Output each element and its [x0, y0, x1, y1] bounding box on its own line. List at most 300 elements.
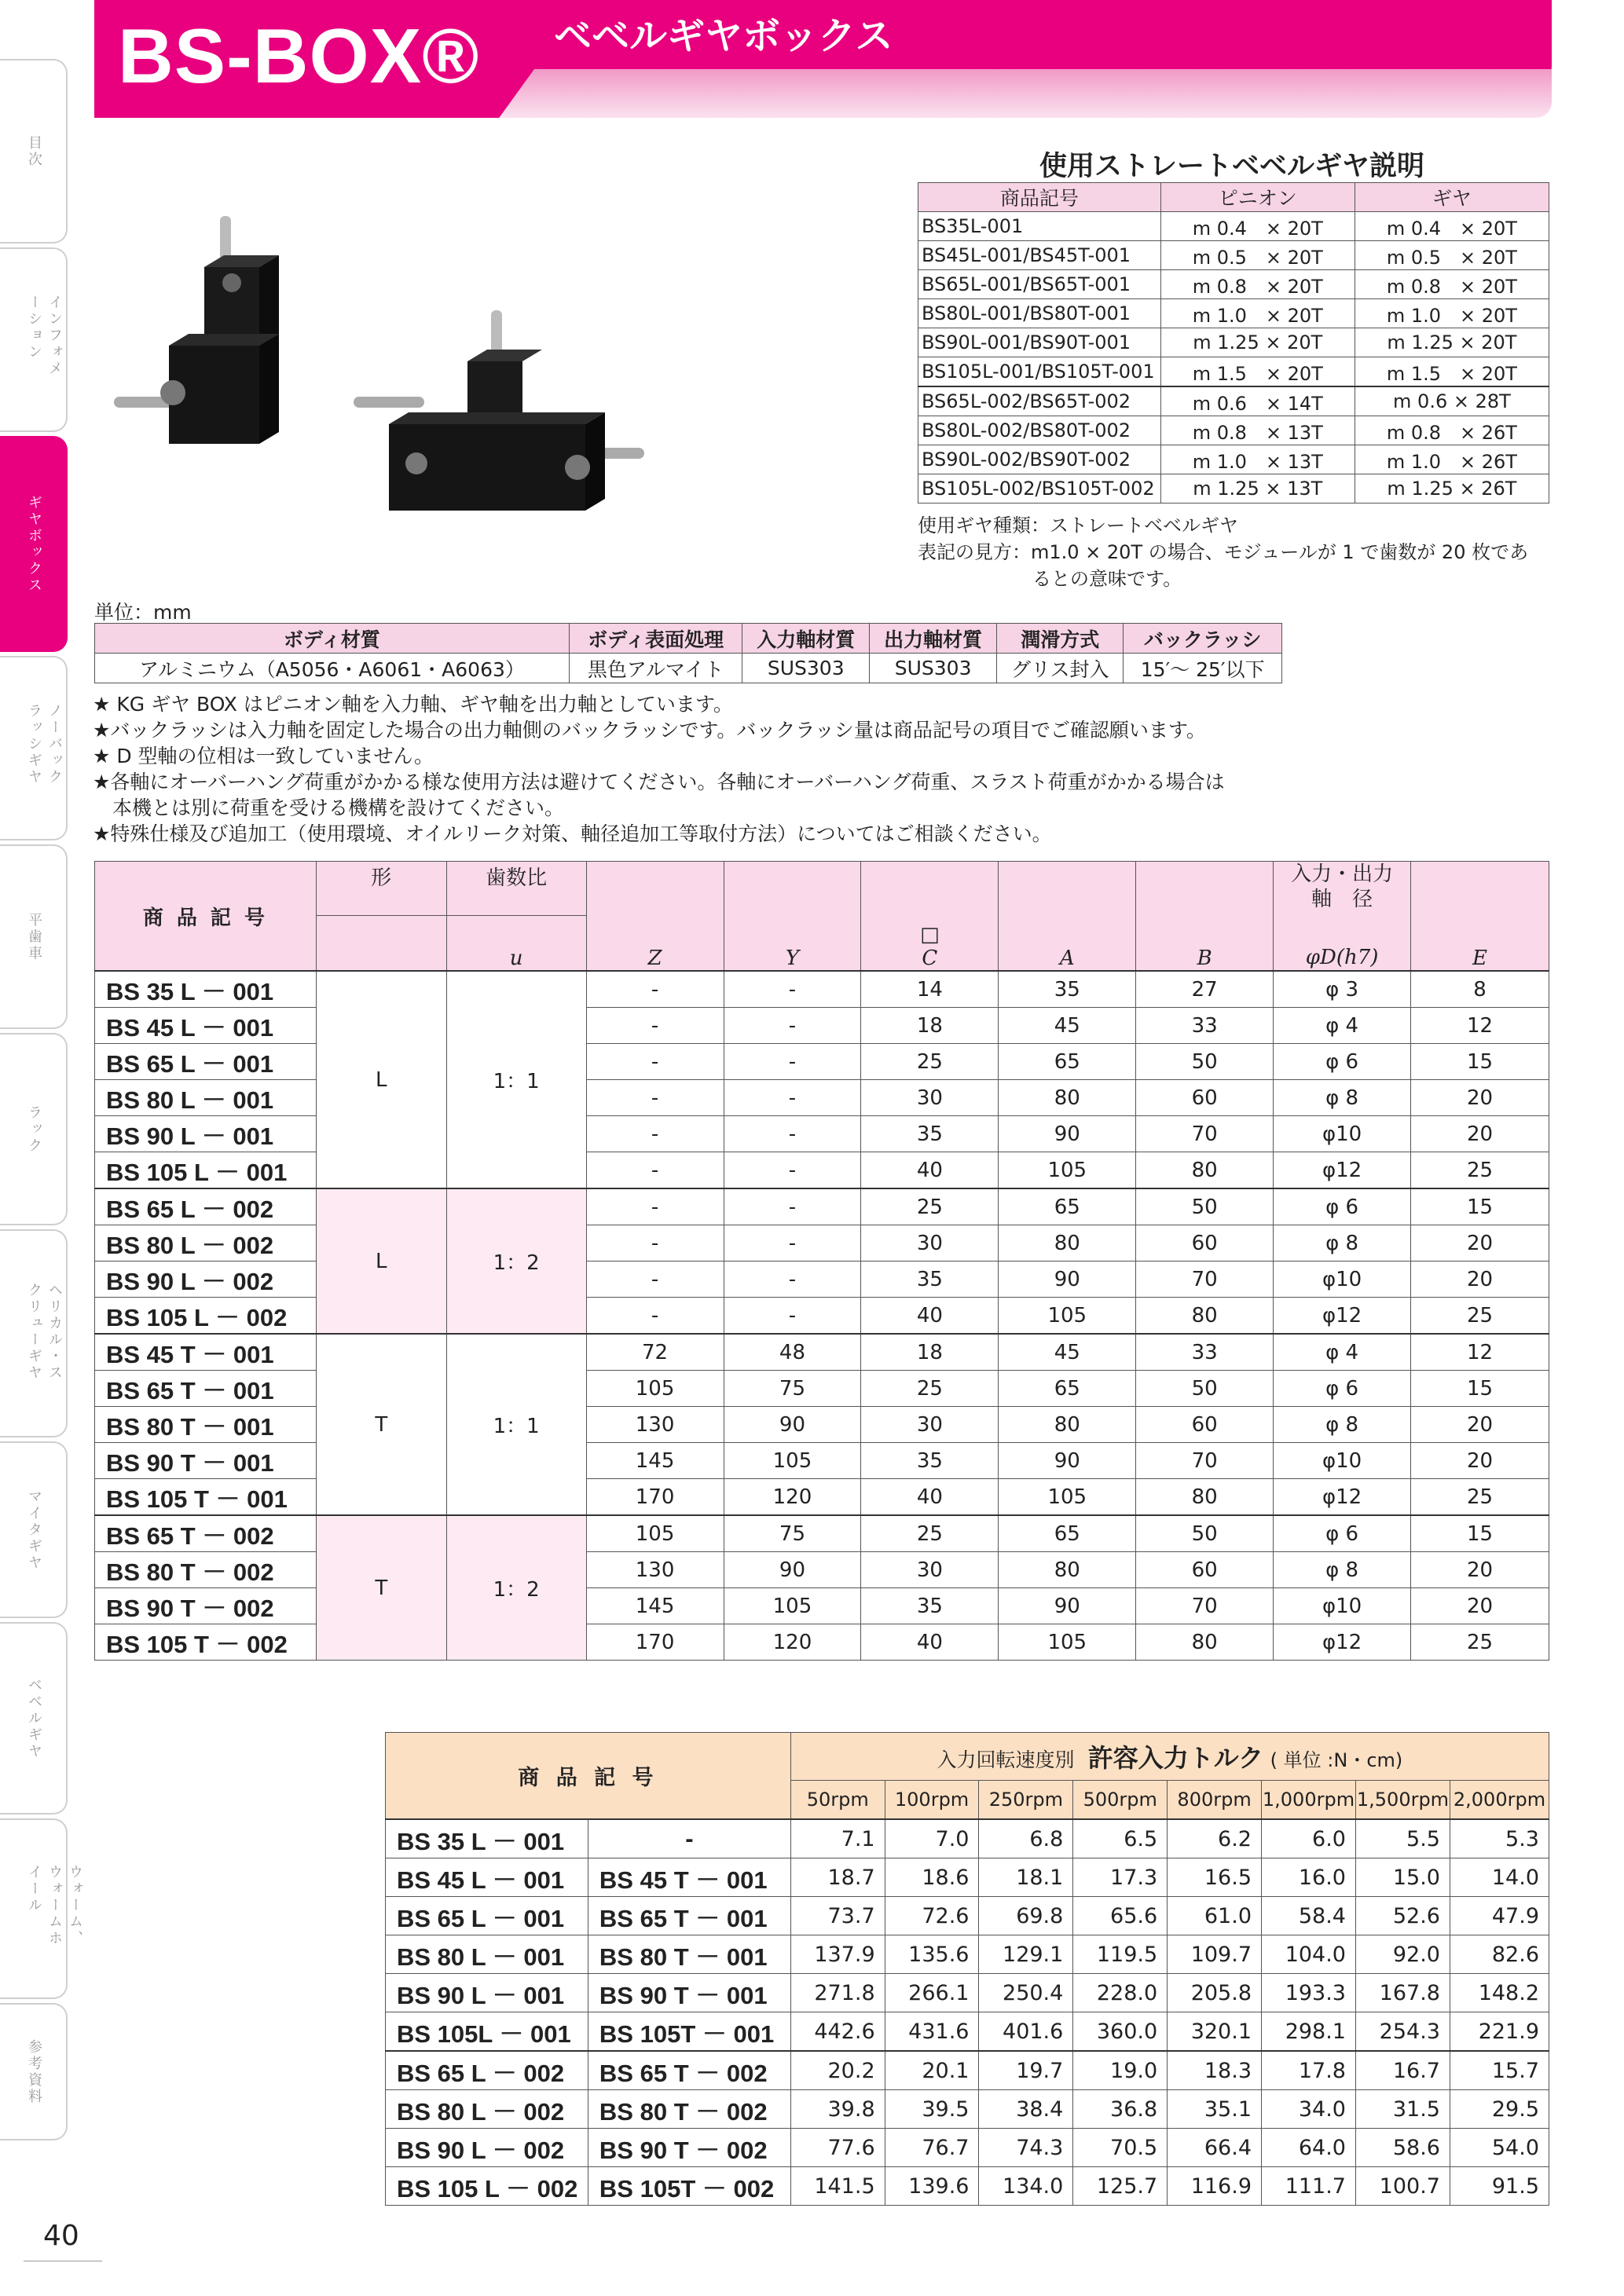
dim-row — [95, 1008, 1549, 1044]
dim-value: - — [724, 1298, 861, 1335]
gear-spec-row — [918, 328, 1549, 357]
dim-row — [95, 1479, 1549, 1516]
torque-value: 5.3 — [1450, 1819, 1549, 1858]
torque-rpm-header: 1,000rpm — [1262, 1781, 1356, 1820]
torque-value: 15.7 — [1450, 2051, 1549, 2090]
dim-value: 18 — [861, 1334, 999, 1371]
torque-t-code: BS 90 T － 002 — [588, 2129, 790, 2167]
dim-value: 20 — [1411, 1552, 1549, 1588]
material-value: グリス封入 — [997, 654, 1124, 683]
torque-value: 320.1 — [1168, 2012, 1262, 2052]
torque-value: 205.8 — [1168, 1974, 1262, 2012]
sidebar-tab-label: インフォメーション — [26, 294, 63, 377]
dim-header-shape: 形 — [316, 862, 446, 916]
sidebar-tab-label: マイタギヤ — [26, 1489, 42, 1571]
torque-rpm-header: 50rpm — [790, 1781, 885, 1820]
torque-value: 135.6 — [885, 1935, 979, 1974]
gear-spec-cell: BS90L-001/BS90T-001 — [918, 328, 1161, 357]
dim-ratio: 1：2 — [446, 1188, 586, 1334]
torque-value: 228.0 — [1073, 1974, 1168, 2012]
torque-value: 16.5 — [1168, 1858, 1262, 1897]
dim-value: 40 — [861, 1479, 999, 1516]
dim-product-code: BS 80 T － 002 — [95, 1552, 317, 1588]
dim-row — [95, 1334, 1549, 1371]
gear-spec-cell: m 0.8 × 26T — [1355, 416, 1549, 445]
dim-value: 40 — [861, 1298, 999, 1335]
dim-value: 30 — [861, 1552, 999, 1588]
torque-row — [386, 2090, 1549, 2129]
torque-value: 5.5 — [1355, 1819, 1450, 1858]
dim-value: 105 — [724, 1443, 861, 1479]
gear-spec-row — [918, 212, 1549, 241]
note-line: ★各軸にオーバーハング荷重がかかる様な使用方法は避けてください。各軸にオーバーハング荷重、スラスト荷重がかかる場合は — [93, 771, 1225, 793]
dim-value: 50 — [1136, 1371, 1274, 1407]
dim-value: 170 — [586, 1624, 724, 1661]
dim-value: - — [586, 1298, 724, 1335]
dim-value: 25 — [861, 1188, 999, 1225]
dim-value: 105 — [999, 1298, 1136, 1335]
torque-value: 47.9 — [1450, 1897, 1549, 1935]
dim-value: 65 — [999, 1371, 1136, 1407]
dim-header-ratio-sym: u — [446, 916, 586, 971]
dim-product-code: BS 65 T － 002 — [95, 1515, 317, 1552]
torque-l-code: BS 105 L － 002 — [386, 2167, 588, 2206]
torque-value: 254.3 — [1355, 2012, 1450, 2052]
dim-value: 20 — [1411, 1225, 1549, 1262]
dim-row — [95, 1371, 1549, 1407]
dim-value: 50 — [1136, 1515, 1274, 1552]
dim-value: 65 — [999, 1044, 1136, 1080]
dim-product-code: BS 105 L － 002 — [95, 1298, 317, 1335]
gear-spec-cell: BS80L-001/BS80T-001 — [918, 299, 1161, 328]
dim-value: 25 — [1411, 1479, 1549, 1516]
torque-l-code: BS 65 L － 002 — [386, 2051, 588, 2090]
dim-product-code: BS 105 L － 001 — [95, 1152, 317, 1189]
dim-product-code: BS 45 T － 001 — [95, 1334, 317, 1371]
dim-value: 90 — [724, 1407, 861, 1443]
dim-value: 120 — [724, 1624, 861, 1661]
torque-rpm-header: 1,500rpm — [1355, 1781, 1450, 1820]
gear-spec-header: ギヤ — [1355, 183, 1549, 212]
torque-t-code: BS 90 T － 001 — [588, 1974, 790, 2012]
dim-header-z: Z — [586, 862, 724, 972]
torque-row — [386, 1974, 1549, 2012]
torque-value: 6.5 — [1073, 1819, 1168, 1858]
gear-spec-row — [918, 416, 1549, 445]
dim-value: 20 — [1411, 1080, 1549, 1116]
torque-value: 54.0 — [1450, 2129, 1549, 2167]
torque-value: 14.0 — [1450, 1858, 1549, 1897]
dim-value: 80 — [999, 1552, 1136, 1588]
dim-row — [95, 1152, 1549, 1189]
dim-value: 90 — [999, 1588, 1136, 1624]
dim-shape: L — [316, 971, 446, 1188]
note-line: ★ KG ギヤ BOX はピニオン軸を入力軸、ギヤ軸を出力軸としています。 — [93, 693, 733, 716]
gear-spec-title: 使用ストレートベベルギヤ説明 — [1039, 151, 1424, 182]
torque-value: 109.7 — [1168, 1935, 1262, 1974]
sidebar-tab[interactable] — [0, 1622, 68, 1814]
dim-value: 60 — [1136, 1552, 1274, 1588]
dim-value: 30 — [861, 1407, 999, 1443]
page-subtitle: ベベルギヤボックス — [554, 14, 893, 58]
gear-spec-row — [918, 241, 1549, 270]
material-header: 潤滑方式 — [997, 624, 1124, 654]
dim-value: φ12 — [1274, 1298, 1411, 1335]
dim-value: 75 — [724, 1515, 861, 1552]
torque-l-code: BS 90 L － 002 — [386, 2129, 588, 2167]
torque-value: 19.0 — [1073, 2051, 1168, 2090]
gear-spec-table — [918, 182, 1549, 504]
torque-value: 360.0 — [1073, 2012, 1168, 2052]
dim-value: 25 — [1411, 1152, 1549, 1189]
torque-value: 250.4 — [979, 1974, 1073, 2012]
dim-value: - — [724, 1262, 861, 1298]
dim-value: - — [724, 971, 861, 1008]
gear-spec-cell: BS80L-002/BS80T-002 — [918, 416, 1161, 445]
torque-t-code: - — [588, 1819, 790, 1858]
torque-t-code: BS 105T － 002 — [588, 2167, 790, 2206]
gear-spec-cell: m 1.0 × 26T — [1355, 445, 1549, 474]
gear-spec-cell: BS65L-002/BS65T-002 — [918, 386, 1161, 416]
gear-spec-row — [918, 299, 1549, 328]
dim-value: 90 — [999, 1262, 1136, 1298]
sidebar-tab[interactable] — [0, 436, 68, 652]
dim-value: 15 — [1411, 1044, 1549, 1080]
torque-value: 82.6 — [1450, 1935, 1549, 1974]
torque-l-code: BS 105L － 001 — [386, 2012, 588, 2052]
torque-value: 442.6 — [790, 2012, 885, 2052]
dim-shape: T — [316, 1334, 446, 1515]
dim-value: 50 — [1136, 1188, 1274, 1225]
torque-value: 16.7 — [1355, 2051, 1450, 2090]
gear-spec-cell: m 0.6 × 28T — [1355, 386, 1549, 416]
dim-value: - — [724, 1044, 861, 1080]
torque-value: 65.6 — [1073, 1897, 1168, 1935]
material-value: SUS303 — [742, 654, 870, 683]
gear-spec-cell: m 1.25 × 20T — [1160, 328, 1355, 357]
torque-value: 17.3 — [1073, 1858, 1168, 1897]
dim-product-code: BS 90 T － 002 — [95, 1588, 317, 1624]
dim-product-code: BS 80 L － 002 — [95, 1225, 317, 1262]
torque-row — [386, 1819, 1549, 1858]
torque-value: 91.5 — [1450, 2167, 1549, 2206]
dim-value: 50 — [1136, 1044, 1274, 1080]
torque-value: 18.6 — [885, 1858, 979, 1897]
dim-value: φ10 — [1274, 1443, 1411, 1479]
dim-value: 20 — [1411, 1116, 1549, 1152]
dim-value: 90 — [999, 1116, 1136, 1152]
materials-table — [94, 623, 1282, 683]
dim-value: 20 — [1411, 1443, 1549, 1479]
dim-row — [95, 1588, 1549, 1624]
torque-l-code: BS 45 L － 001 — [386, 1858, 588, 1897]
dim-header-ratio: 歯数比 — [446, 862, 586, 916]
unit-label: 単位：mm — [94, 601, 192, 624]
gear-spec-cell: m 0.4 × 20T — [1355, 212, 1549, 241]
gear-spec-notes — [918, 512, 1546, 592]
dim-product-code: BS 90 L － 002 — [95, 1262, 317, 1298]
dim-row — [95, 1407, 1549, 1443]
dim-row — [95, 1080, 1549, 1116]
l-type-gearbox-illustration — [114, 216, 279, 444]
dim-value: φ10 — [1274, 1588, 1411, 1624]
dim-value: - — [586, 1262, 724, 1298]
torque-row — [386, 2051, 1549, 2090]
sidebar-tab[interactable] — [0, 247, 68, 432]
gear-spec-cell: m 0.8 × 20T — [1160, 270, 1355, 299]
torque-t-code: BS 65 T － 002 — [588, 2051, 790, 2090]
torque-value: 18.1 — [979, 1858, 1073, 1897]
dim-value: φ 6 — [1274, 1371, 1411, 1407]
torque-value: 125.7 — [1073, 2167, 1168, 2206]
dim-value: 30 — [861, 1225, 999, 1262]
gear-spec-header: ピニオン — [1160, 183, 1355, 212]
dim-value: - — [724, 1008, 861, 1044]
dim-value: φ 6 — [1274, 1188, 1411, 1225]
sidebar-tab[interactable] — [0, 1033, 68, 1225]
dim-value: φ10 — [1274, 1262, 1411, 1298]
torque-value: 20.1 — [885, 2051, 979, 2090]
gear-spec-cell: BS65L-001/BS65T-001 — [918, 270, 1161, 299]
torque-value: 18.3 — [1168, 2051, 1262, 2090]
dim-value: 25 — [861, 1044, 999, 1080]
sidebar-tab[interactable] — [0, 1441, 68, 1618]
torque-value: 61.0 — [1168, 1897, 1262, 1935]
torque-value: 39.5 — [885, 2090, 979, 2129]
dim-header-c-box: □ — [920, 923, 940, 947]
torque-value: 58.4 — [1262, 1897, 1356, 1935]
dim-value: φ12 — [1274, 1624, 1411, 1661]
dim-value: 25 — [861, 1371, 999, 1407]
sidebar-tab-label: ウォーム、ウォームホイール — [26, 1864, 83, 1947]
dim-header-a: A — [999, 862, 1136, 972]
torque-l-code: BS 90 L － 001 — [386, 1974, 588, 2012]
dim-value: 48 — [724, 1334, 861, 1371]
torque-value: 266.1 — [885, 1974, 979, 2012]
dim-value: 40 — [861, 1152, 999, 1189]
dim-value: φ 6 — [1274, 1044, 1411, 1080]
gear-note: 使用ギヤ種類：ストレートベベルギヤ — [918, 514, 1238, 536]
torque-value: 76.7 — [885, 2129, 979, 2167]
torque-value: 74.3 — [979, 2129, 1073, 2167]
gear-spec-cell: m 1.25 × 26T — [1355, 474, 1549, 504]
torque-t-code: BS 105T － 001 — [588, 2012, 790, 2052]
torque-value: 139.6 — [885, 2167, 979, 2206]
dim-value: 105 — [586, 1515, 724, 1552]
dim-group — [95, 1188, 1549, 1334]
sidebar-tab[interactable] — [0, 2003, 68, 2140]
dim-value: - — [724, 1152, 861, 1189]
dim-value: 72 — [586, 1334, 724, 1371]
dim-value: 15 — [1411, 1371, 1549, 1407]
material-value: 15′～ 25′以下 — [1124, 654, 1282, 683]
torque-value: 148.2 — [1450, 1974, 1549, 2012]
note-line: ★特殊仕様及び追加工（使用環境、オイルリーク対策、軸径追加工等取付方法）についてはご相談ください。 — [93, 822, 1052, 845]
torque-value: 271.8 — [790, 1974, 885, 2012]
material-header: ボディ材質 — [95, 624, 570, 654]
dim-value: 80 — [999, 1080, 1136, 1116]
dim-value: 65 — [999, 1188, 1136, 1225]
torque-row — [386, 2167, 1549, 2206]
dim-value: 15 — [1411, 1515, 1549, 1552]
dim-ratio: 1：1 — [446, 1334, 586, 1515]
gear-spec-cell: m 1.0 × 20T — [1160, 299, 1355, 328]
dim-value: - — [586, 1116, 724, 1152]
gear-spec-cell: BS90L-002/BS90T-002 — [918, 445, 1161, 474]
material-header: バックラッシ — [1124, 624, 1282, 654]
torque-value: 116.9 — [1168, 2167, 1262, 2206]
torque-header-title: 入力回転速度別 許容入力トルク ( 単位 :N・cm) — [790, 1733, 1549, 1781]
torque-t-code: BS 45 T － 001 — [588, 1858, 790, 1897]
dim-value: 105 — [724, 1588, 861, 1624]
torque-l-code: BS 80 L － 002 — [386, 2090, 588, 2129]
sidebar-tab-label: 参考資料 — [26, 2038, 42, 2105]
dim-value: φ 4 — [1274, 1008, 1411, 1044]
sidebar-tab-label: ヘリカル・スクリューギヤ — [26, 1282, 63, 1382]
dim-header-y: Y — [724, 862, 861, 972]
torque-value: 6.0 — [1262, 1819, 1356, 1858]
dim-value: 130 — [586, 1407, 724, 1443]
torque-value: 29.5 — [1450, 2090, 1549, 2129]
dim-value: 105 — [999, 1152, 1136, 1189]
t-type-gearbox-illustration — [354, 310, 644, 511]
torque-l-code: BS 35 L － 001 — [386, 1819, 588, 1858]
torque-value: 36.8 — [1073, 2090, 1168, 2129]
gear-spec-row — [918, 445, 1549, 474]
dim-value: 75 — [724, 1371, 861, 1407]
dim-product-code: BS 35 L － 001 — [95, 971, 317, 1008]
sidebar-tab[interactable] — [0, 59, 68, 244]
dim-value: 70 — [1136, 1116, 1274, 1152]
torque-value: 20.2 — [790, 2051, 885, 2090]
material-header: 出力軸材質 — [870, 624, 997, 654]
gear-spec-cell: BS105L-002/BS105T-002 — [918, 474, 1161, 504]
dim-product-code: BS 45 L － 001 — [95, 1008, 317, 1044]
gear-spec-cell: m 1.5 × 20T — [1160, 357, 1355, 387]
torque-value: 129.1 — [979, 1935, 1073, 1974]
torque-value: 6.8 — [979, 1819, 1073, 1858]
torque-value: 17.8 — [1262, 2051, 1356, 2090]
dim-shape: T — [316, 1515, 446, 1661]
dim-value: 70 — [1136, 1588, 1274, 1624]
torque-value: 119.5 — [1073, 1935, 1168, 1974]
torque-value: 193.3 — [1262, 1974, 1356, 2012]
note-line: ★バックラッシは入力軸を固定した場合の出力軸側のバックラッシです。バックラッシ量は商品記号の項目でご確認願います。 — [93, 719, 1206, 742]
dim-value: 105 — [999, 1479, 1136, 1516]
dim-row — [95, 1624, 1549, 1661]
dim-value: 80 — [999, 1407, 1136, 1443]
dim-value: 130 — [586, 1552, 724, 1588]
dim-value: 80 — [999, 1225, 1136, 1262]
product-photo — [94, 145, 668, 530]
torque-value: 52.6 — [1355, 1897, 1450, 1935]
dim-row — [95, 1188, 1549, 1225]
dim-value: φ 8 — [1274, 1552, 1411, 1588]
dim-ratio: 1：1 — [446, 971, 586, 1188]
sidebar-tab[interactable] — [0, 1818, 83, 1999]
torque-t-code: BS 65 T － 001 — [588, 1897, 790, 1935]
dim-group — [95, 1515, 1549, 1661]
gear-spec-cell: m 0.5 × 20T — [1355, 241, 1549, 270]
dim-product-code: BS 105 T － 002 — [95, 1624, 317, 1661]
torque-value: 111.7 — [1262, 2167, 1356, 2206]
gear-note: るとの意味です。 — [1032, 568, 1182, 590]
torque-value: 34.0 — [1262, 2090, 1356, 2129]
dim-product-code: BS 65 L － 002 — [95, 1188, 317, 1225]
bevel-gearbox-photo-icon — [94, 145, 668, 530]
dim-group — [95, 1334, 1549, 1515]
torque-rpm-header: 800rpm — [1168, 1781, 1262, 1820]
dim-row — [95, 1044, 1549, 1080]
dim-value: φ 6 — [1274, 1515, 1411, 1552]
gear-spec-cell: BS105L-001/BS105T-001 — [918, 357, 1161, 387]
torque-table — [385, 1732, 1549, 2206]
torque-value: 137.9 — [790, 1935, 885, 1974]
gear-spec-cell: m 0.8 × 13T — [1160, 416, 1355, 445]
dim-value: 60 — [1136, 1080, 1274, 1116]
dim-value: 12 — [1411, 1008, 1549, 1044]
sidebar-tab[interactable] — [0, 844, 68, 1029]
dim-value: 35 — [861, 1116, 999, 1152]
sidebar-tab[interactable] — [0, 1229, 68, 1437]
dim-value: 35 — [861, 1588, 999, 1624]
dim-value: - — [724, 1225, 861, 1262]
torque-row — [386, 1858, 1549, 1897]
dim-value: 35 — [861, 1262, 999, 1298]
dim-product-code: BS 90 T － 001 — [95, 1443, 317, 1479]
dim-value: 27 — [1136, 971, 1274, 1008]
dim-value: 15 — [1411, 1188, 1549, 1225]
dim-header-shaft: 入力・出力 軸 径 φD(h7) — [1274, 862, 1411, 972]
dim-value: 12 — [1411, 1334, 1549, 1371]
gear-spec-cell: m 1.5 × 20T — [1355, 357, 1549, 387]
gear-spec-cell: m 0.4 × 20T — [1160, 212, 1355, 241]
dim-value: 33 — [1136, 1334, 1274, 1371]
dim-value: 20 — [1411, 1262, 1549, 1298]
dim-header-shape-blank — [316, 916, 446, 971]
torque-l-code: BS 80 L － 001 — [386, 1935, 588, 1974]
gear-spec-header: 商品記号 — [918, 183, 1161, 212]
dim-value: 33 — [1136, 1008, 1274, 1044]
torque-value: 134.0 — [979, 2167, 1073, 2206]
gear-spec-row — [918, 270, 1549, 299]
dim-row — [95, 971, 1549, 1008]
gear-spec-cell: BS35L-001 — [918, 212, 1161, 241]
dim-value: 90 — [999, 1443, 1136, 1479]
dim-value: 8 — [1411, 971, 1549, 1008]
dim-product-code: BS 105 T － 001 — [95, 1479, 317, 1516]
dim-value: - — [724, 1116, 861, 1152]
material-value: アルミニウム（A5056・A6061・A6063） — [95, 654, 570, 683]
torque-value: 141.5 — [790, 2167, 885, 2206]
torque-value: 6.2 — [1168, 1819, 1262, 1858]
gear-spec-cell: m 1.0 × 20T — [1355, 299, 1549, 328]
sidebar-tab[interactable] — [0, 656, 68, 840]
dim-value: 80 — [1136, 1479, 1274, 1516]
dim-value: 60 — [1136, 1407, 1274, 1443]
dim-value: 145 — [586, 1443, 724, 1479]
material-header: ボディ表面処理 — [569, 624, 742, 654]
gear-spec-cell: m 1.0 × 13T — [1160, 445, 1355, 474]
dim-value: 45 — [999, 1008, 1136, 1044]
dim-value: - — [586, 1044, 724, 1080]
notes-list — [93, 691, 1554, 847]
dim-value: 80 — [1136, 1624, 1274, 1661]
torque-value: 19.7 — [979, 2051, 1073, 2090]
torque-value: 221.9 — [1450, 2012, 1549, 2052]
torque-rpm-header: 100rpm — [885, 1781, 979, 1820]
torque-value: 39.8 — [790, 2090, 885, 2129]
